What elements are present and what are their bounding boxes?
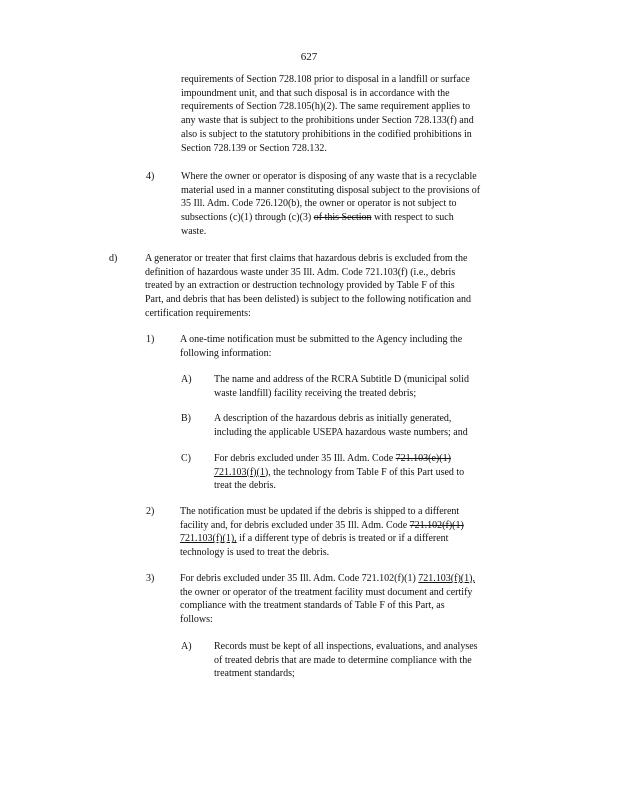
- text-line: material used in a manner constituting disposal subject to the provisions of: [181, 184, 481, 196]
- text-line: requirements of Section 728.105(h)(2). The same requirement applies to: [181, 101, 471, 113]
- text-line: certification requirements:: [145, 307, 251, 319]
- text-line: compliance with the treatment standards of Table F of this Part, as: [180, 600, 445, 612]
- text-run: the technology from Table F of this Part used to: [270, 466, 465, 478]
- item-label-d: d): [109, 253, 118, 264]
- text-line: technology is used to treat the debris.: [180, 547, 330, 559]
- inserted-text: 721.103(f)(1),: [418, 573, 475, 584]
- text-line: Section 728.139 or Section 728.132.: [181, 142, 327, 154]
- item-label-d3A: A): [181, 641, 192, 652]
- item-label-d1A: A): [181, 374, 192, 385]
- paragraph-d3: [180, 572, 532, 627]
- text-line: Part, and debris that has been delisted) is subject to the following notification and: [145, 294, 472, 306]
- text-line: [214, 452, 524, 466]
- text-line: the owner or operator of the treatment facility must document and certify: [180, 586, 473, 598]
- inserted-text: 721.103(f)(1),: [180, 533, 237, 545]
- text-line: impoundment unit, and that such disposal is in accordance with the: [181, 87, 450, 99]
- paragraph-d1C: [214, 452, 524, 493]
- text-run: facility and, for debris excluded under 35 Ill. Adm. Code: [180, 519, 410, 531]
- paragraph-d1A: [214, 373, 524, 400]
- text-line: including the applicable USEPA hazardous waste numbers; and: [214, 426, 468, 438]
- text-line: A description of the hazardous debris as initially generated,: [214, 413, 452, 424]
- paragraph-d1: [180, 333, 520, 360]
- text-line: treatment standards;: [214, 668, 295, 680]
- item-label-d2: 2): [146, 506, 155, 517]
- paragraph-c4: [181, 170, 542, 239]
- text-line: of treated debris that are made to determine compliance with the: [214, 654, 472, 666]
- paragraph-d2: [180, 505, 525, 560]
- text-line: [180, 572, 532, 586]
- paragraph-d1B: [214, 412, 524, 439]
- text-line: following information:: [180, 347, 272, 359]
- text-run: For debris excluded under 35 Ill. Adm. Code 721.102(f)(1): [180, 573, 419, 584]
- text-line: [180, 532, 525, 546]
- item-label-d1C: C): [181, 453, 191, 464]
- text-line: also is subject to the statutory prohibitions in the codified prohibitions in: [181, 128, 472, 140]
- paragraph-d3A: [214, 640, 532, 681]
- text-line: treated by an extraction or destruction technology provided by Table F of this: [145, 280, 455, 292]
- text-line: [181, 211, 542, 225]
- text-line: [180, 519, 525, 533]
- text-line: The notification must be updated if the debris is shipped to a different: [180, 506, 460, 517]
- item-label-d3: 3): [146, 573, 155, 584]
- text-line: waste.: [181, 225, 207, 237]
- text-line: A generator or treater that first claims that hazardous debris is excluded from the: [145, 253, 468, 264]
- inserted-text: 721.103(f)(1),: [214, 466, 271, 478]
- text-line: Where the owner or operator is disposing of any waste that is a recyclable: [181, 171, 477, 182]
- item-label-c4: 4): [146, 171, 155, 182]
- item-label-d1B: B): [181, 413, 191, 424]
- continued-paragraph: [181, 73, 532, 155]
- text-line: treat the debris.: [214, 480, 276, 492]
- text-run: if a different type of debris is treated or if a different: [236, 533, 449, 545]
- struck-text: 721.103(e)(1): [395, 453, 451, 464]
- text-run: with respect to such: [371, 212, 454, 224]
- text-line: waste landfill) facility receiving the treated debris;: [214, 387, 417, 399]
- item-label-d1: 1): [146, 334, 155, 345]
- text-line: 35 Ill. Adm. Code 726.120(b), the owner or operator is not subject to: [181, 198, 457, 210]
- text-line: [214, 466, 524, 480]
- text-line: A one-time notification must be submitted to the Agency including the: [180, 334, 463, 345]
- page-number: 627: [300, 51, 318, 63]
- text-line: any waste that is subject to the prohibitions under Section 728.133(f) and: [181, 115, 474, 127]
- paragraph-d: [145, 252, 534, 321]
- text-line: The name and address of the RCRA Subtitle D (municipal solid: [214, 374, 469, 385]
- text-line: requirements of Section 728.108 prior to disposal in a landfill or surface: [181, 74, 470, 85]
- struck-text: of this Section: [313, 212, 372, 224]
- text-run: subsections (c)(1) through (c)(3): [181, 212, 314, 224]
- text-line: follows:: [180, 614, 213, 626]
- struck-text: 721.102(f)(1): [409, 519, 464, 531]
- text-line: Records must be kept of all inspections, evaluations, and analyses: [214, 641, 478, 652]
- text-line: definition of hazardous waste under 35 Ill. Adm. Code 721.103(f) (i.e., debris: [145, 266, 456, 278]
- text-run: For debris excluded under 35 Ill. Adm. Code: [214, 453, 396, 464]
